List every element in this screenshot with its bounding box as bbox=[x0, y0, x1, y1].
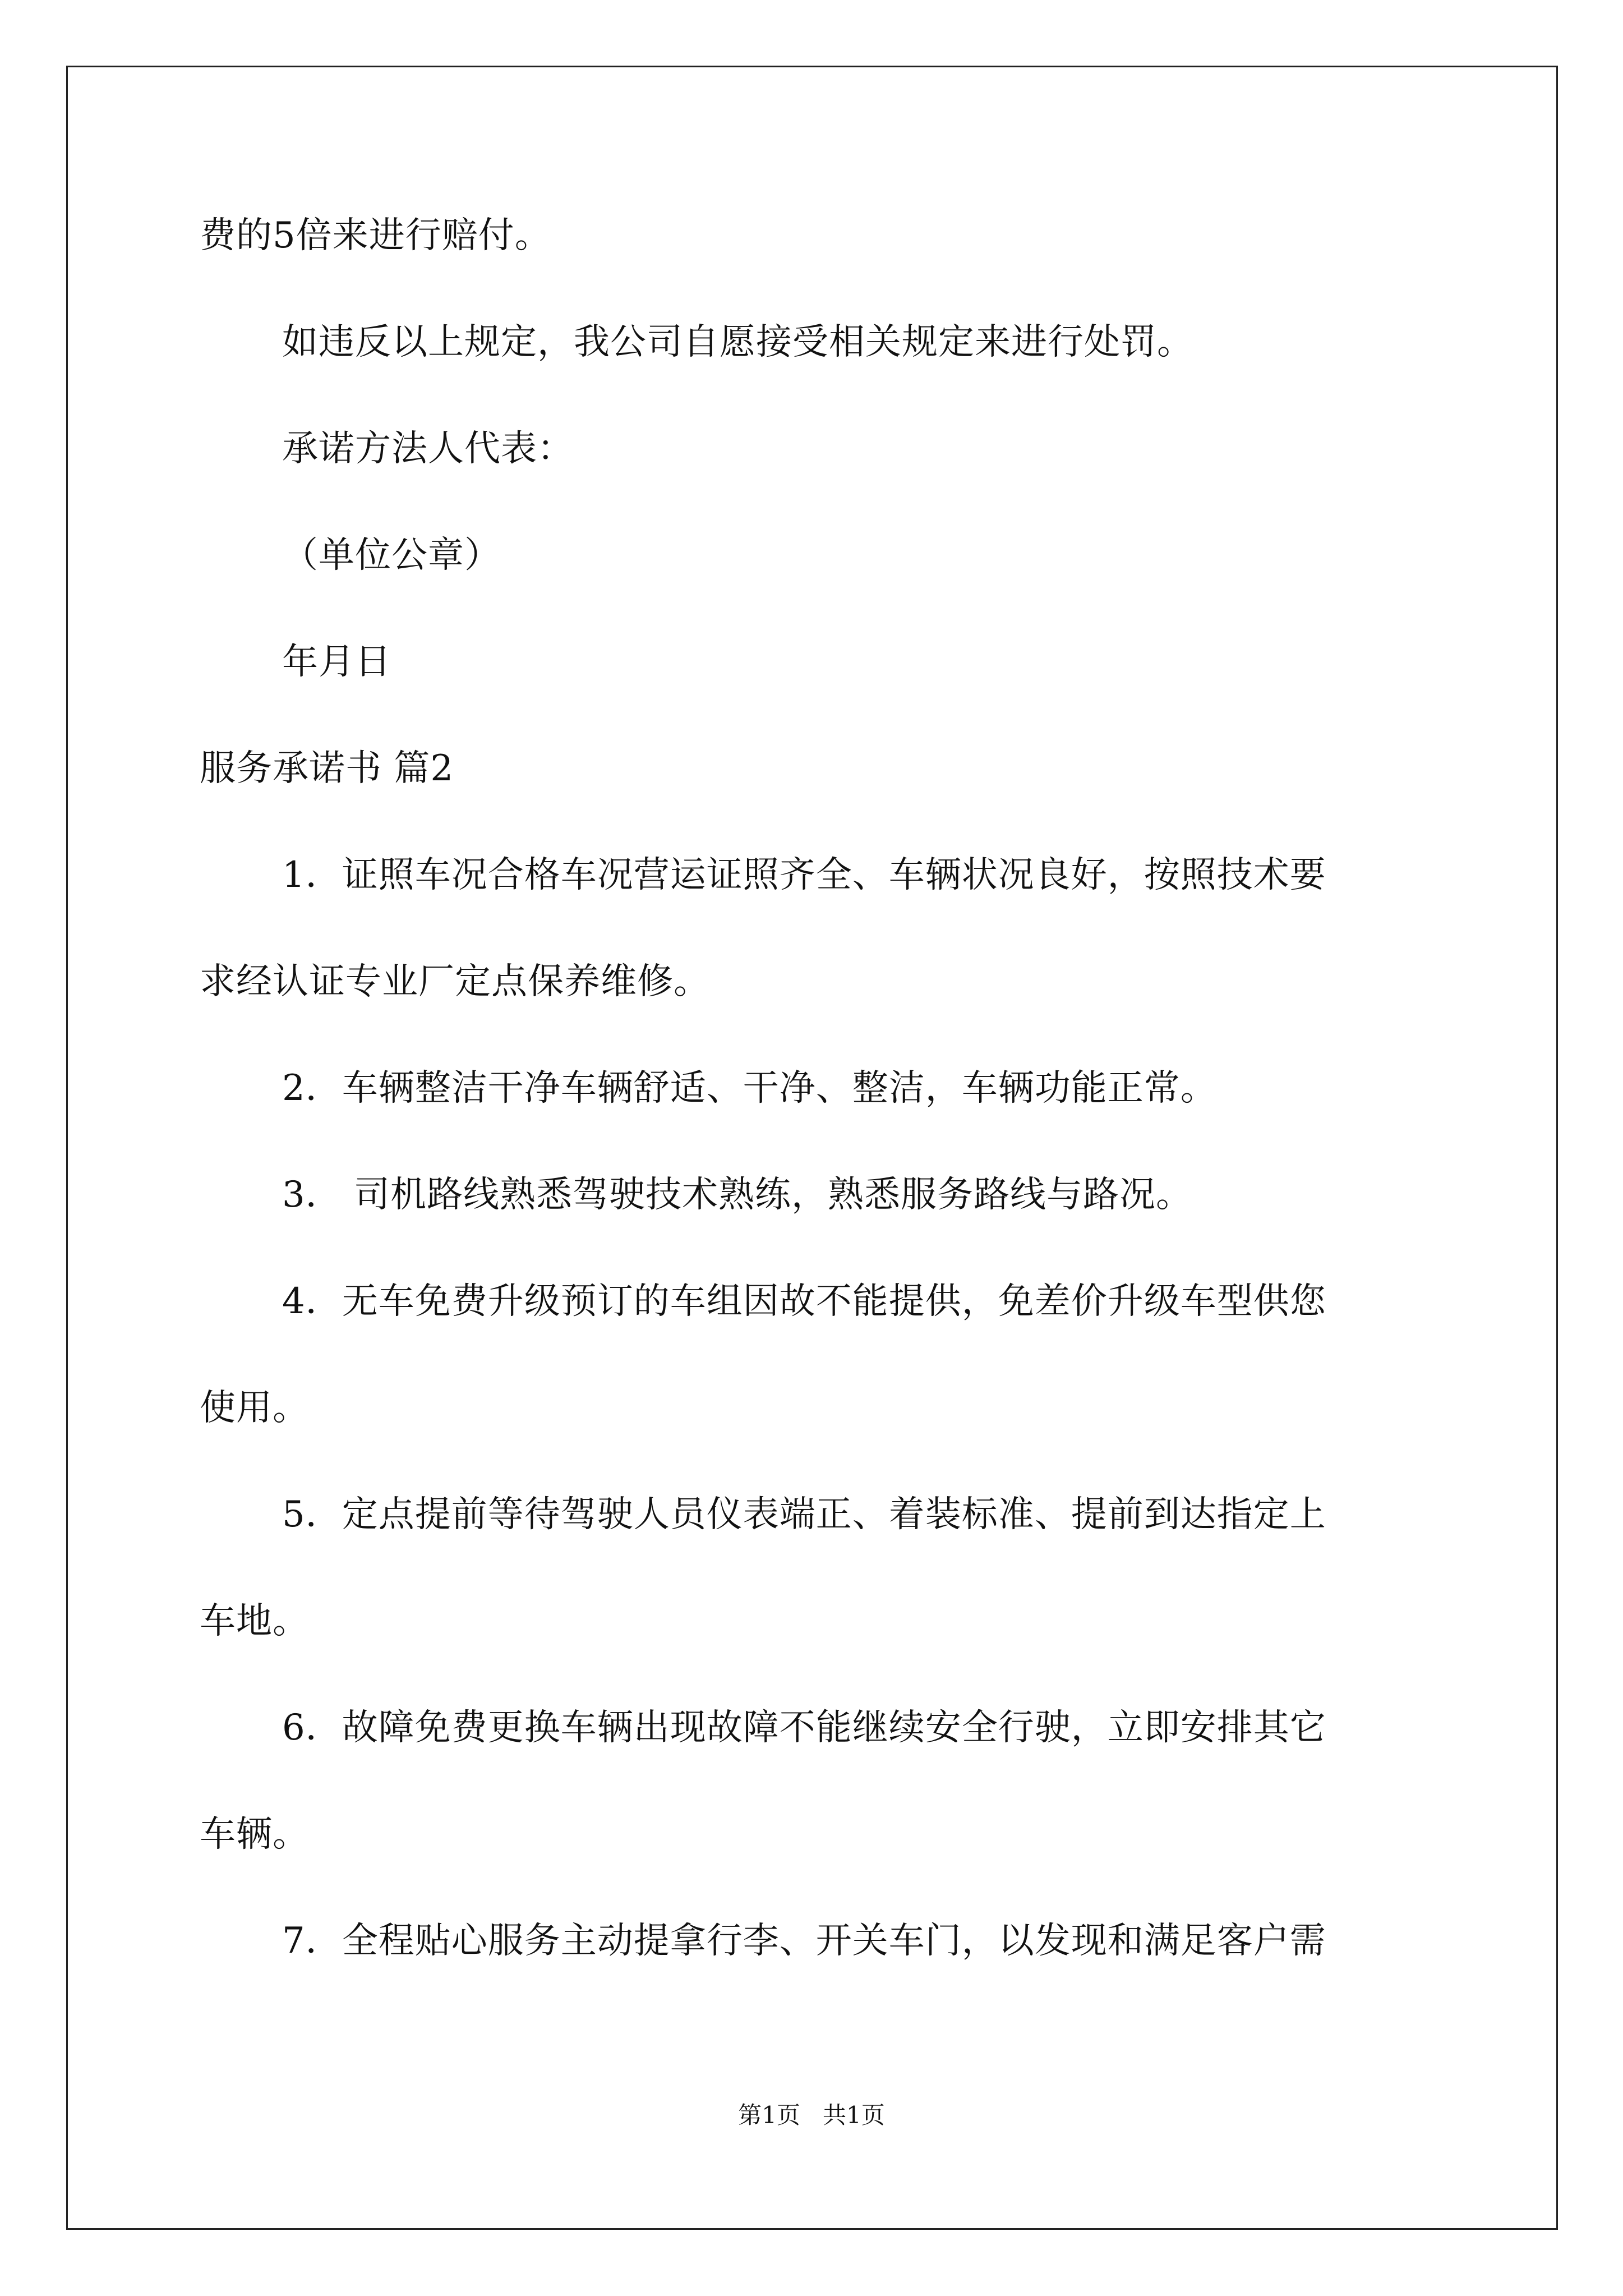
section-heading: 服务承诺书 篇2 bbox=[200, 748, 454, 789]
page-number-footer: 第1页 共1页 bbox=[738, 2101, 885, 2129]
text-line-14: 车地。 bbox=[200, 1600, 309, 1642]
text-line-11: 4．无车免费升级预订的车组因故不能提供，免差价升级车型供您 bbox=[282, 1281, 1326, 1322]
text-line-7: 1．证照车况合格车况营运证照齐全、车辆状况良好，按照技术要 bbox=[282, 854, 1326, 896]
text-line-1: 费的5倍来进行赔付。 bbox=[200, 215, 551, 256]
text-line-4: （单位公章） bbox=[282, 535, 501, 576]
text-line-15: 6．故障免费更换车辆出现故障不能继续安全行驶，立即安排其它 bbox=[282, 1707, 1326, 1749]
text-line-2: 如违反以上规定，我公司自愿接受相关规定来进行处罚。 bbox=[282, 321, 1193, 363]
text-line-10: 3． 司机路线熟悉驾驶技术熟练，熟悉服务路线与路况。 bbox=[282, 1174, 1193, 1216]
text-line-8: 求经认证专业厂定点保养维修。 bbox=[200, 961, 710, 1002]
text-line-13: 5．定点提前等待驾驶人员仪表端正、着装标准、提前到达指定上 bbox=[282, 1494, 1326, 1535]
text-line-12: 使用。 bbox=[200, 1387, 309, 1429]
text-line-5: 年月日 bbox=[282, 641, 391, 683]
page-border bbox=[66, 66, 1558, 2230]
text-line-3: 承诺方法人代表： bbox=[282, 428, 574, 470]
text-line-9: 2．车辆整洁干净车辆舒适、干净、整洁，车辆功能正常。 bbox=[282, 1068, 1217, 1109]
text-line-17: 7．全程贴心服务主动提拿行李、开关车门，以发现和满足客户需 bbox=[282, 1920, 1326, 1962]
text-line-16: 车辆。 bbox=[200, 1814, 309, 1855]
